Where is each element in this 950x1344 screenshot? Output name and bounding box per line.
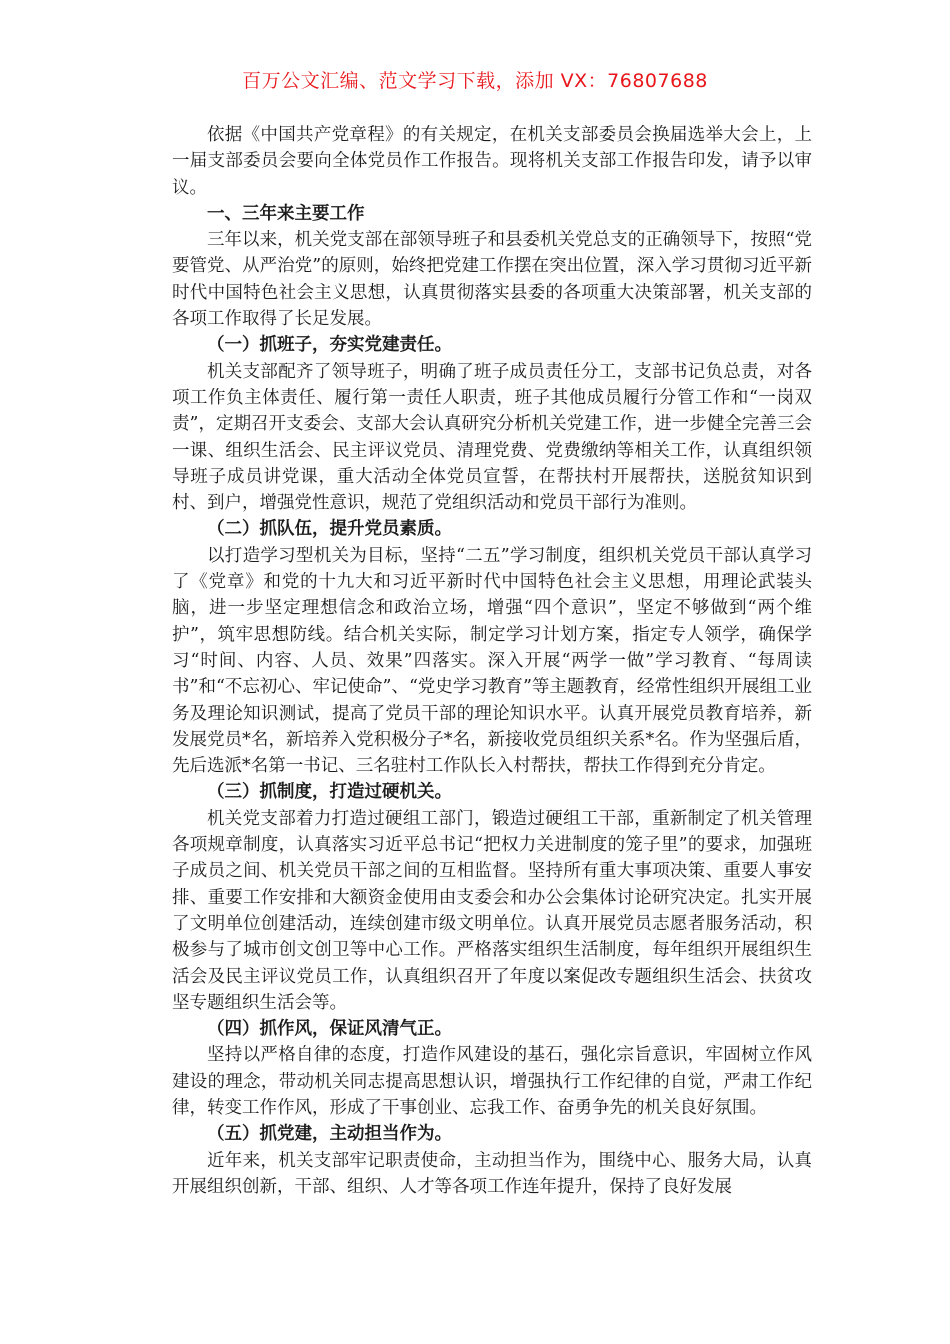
subheading-5: （五）抓党建，主动担当作为。 — [207, 1124, 452, 1145]
paragraph-party-building: 近年来，机关支部牢记职责使命，主动担当作为，围绕中心、服务大局，认真开展组织创新，干部、组织、人才等各项工作连年提升，保持了良好发展 — [172, 1150, 812, 1197]
paragraph-intro: 依据《中国共产党章程》的有关规定，在机关支部委员会换届选举大会上，上一届支部委员会要向全体党员作工作报告。现将机关支部工作报告印发，请予以审议。 — [172, 125, 812, 198]
subheading-3: （三）抓制度，打造过硬机关。 — [207, 782, 452, 803]
paragraph-style: 坚持以严格自律的态度，打造作风建设的基石，强化宗旨意识，牢固树立作风建设的理念，带动机关同志提高思想认识，增强执行工作纪律的自觉，严肃工作纪律，转变工作作风，形成了干事创业、忘我工作、奋勇争先的机关良好氛围。 — [172, 1045, 812, 1118]
paragraph-system: 机关党支部着力打造过硬组工部门，锻造过硬组工干部，重新制定了机关管理各项规章制度，认真落实习近平总书记“把权力关进制度的笼子里”的要求，加强班子成员之间、机关党员干部之间的互相监督。坚持所有重大事项决策、重要人事安排、重要工作安排和大额资金使用由支委会和办公会集体讨论研究决定。扎实开展了文明单位创建活动，连续创建市级文明单位。认真开展党员志愿者服务活动，积极参与了城市创文创卫等中心工作。严格落实组织生活制度，每年组织开展组织生活会及民主评议党员工作，认真组织召开了年度以案促改专题组织生活会、扶贫攻坚专题组织生活会等。 — [172, 808, 812, 1013]
section-heading-1: 一、三年来主要工作 — [207, 203, 365, 224]
subheading-2: （二）抓队伍，提升党员素质。 — [207, 519, 452, 540]
document-body — [172, 122, 812, 1200]
watermark-header: 百万公文汇编、范文学习下载，添加 VX：76807688 — [242, 70, 708, 92]
paragraph-staff: 以打造学习型机关为目标，坚持“二五”学习制度，组织机关党员干部认真学习了《党章》和党的十九大和习近平新时代中国特色社会主义思想，用理论武装头脑，进一步坚定理想信念和政治立场，增强“四个意识”，坚定不够做到“两个维护”，筑牢思想防线。结合机关实际，制定学习计划方案，指定专人领学，确保学习“时间、内容、人员、效果”四落实。深入开展“两学一做”学习教育、“每周读书”和“不忘初心、牢记使命”、“党史学习教育”等主题教育，经常性组织开展组工业务及理论知识测试，提高了党员干部的理论知识水平。认真开展党员教育培养，新发展党员*名，新培养入党积极分子*名，新接收党员组织关系*名。作为坚强后盾，先后选派*名第一书记、三名驻村工作队长入村帮扶，帮扶工作得到充分肯定。 — [172, 545, 812, 777]
paragraph-overview: 三年以来，机关党支部在部领导班子和县委机关党总支的正确领导下，按照“党要管党、从严治党”的原则，始终把党建工作摆在突出位置，深入学习贯彻习近平新时代中国特色社会主义思想，认真贯彻落实县委的各项重大决策部署，机关支部的各项工作取得了长足发展。 — [172, 230, 812, 330]
paragraph-team: 机关支部配齐了领导班子，明确了班子成员责任分工，支部书记负总责，对各项工作负主体责任、履行第一责任人职责，班子其他成员履行分管工作和“一岗双责”，定期召开支委会、支部大会认真研究分析机关党建工作，进一步健全完善三会一课、组织生活会、民主评议党员、清理党费、党费缴纳等相关工作，认真组织领导班子成员讲党课，重大活动全体党员宣誓，在帮扶村开展帮扶，送脱贫知识到村、到户，增强党性意识，规范了党组织活动和党员干部行为准则。 — [172, 361, 812, 514]
subheading-4: （四）抓作风，保证风清气正。 — [207, 1019, 452, 1040]
subheading-1: （一）抓班子，夯实党建责任。 — [207, 335, 452, 356]
